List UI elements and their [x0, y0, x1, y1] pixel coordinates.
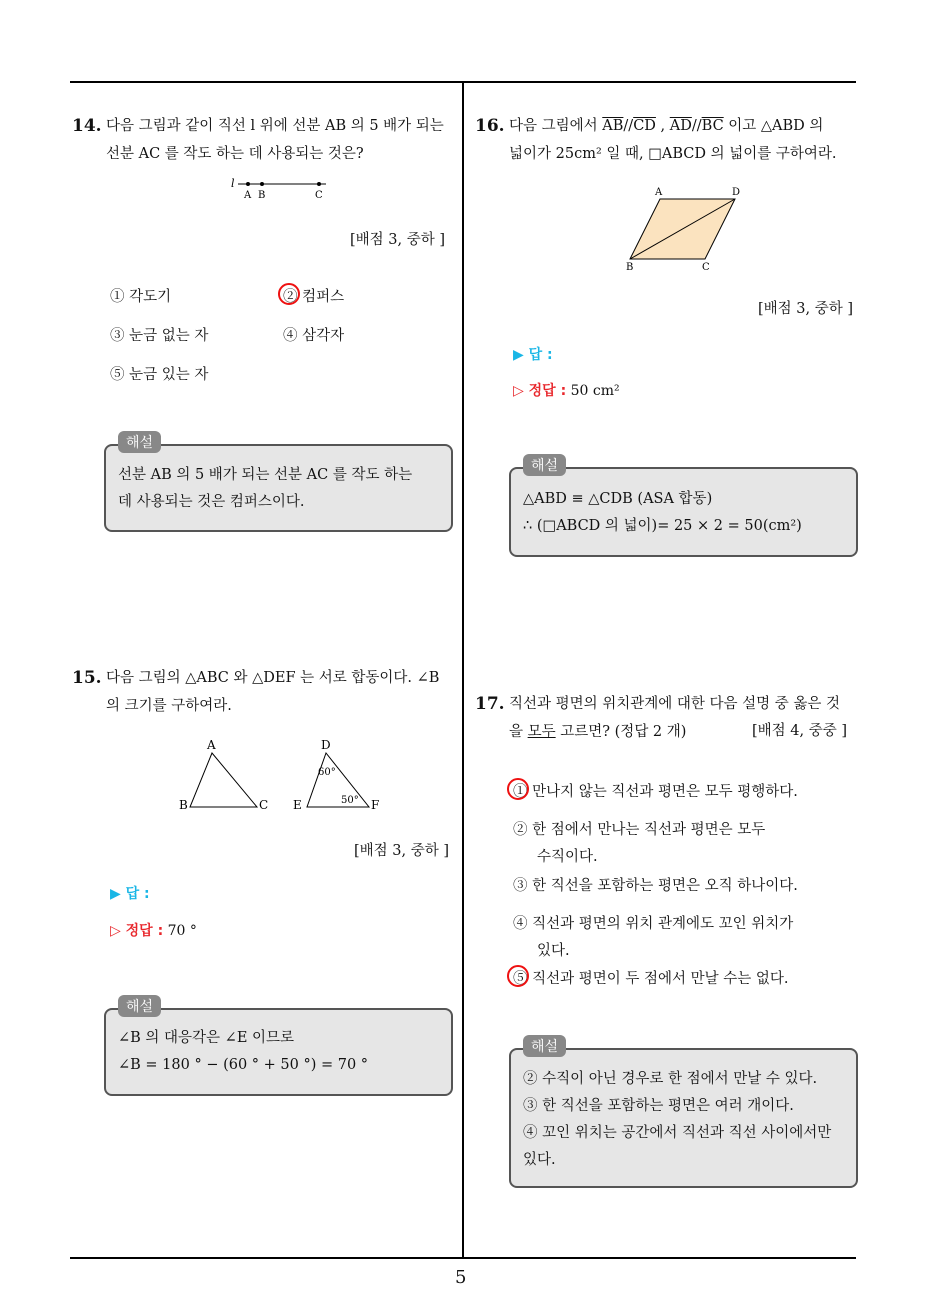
text-line1: 직선과 평면의 위치관계에 대한 다음 설명 중 옳은 것: [509, 696, 841, 712]
selected-mark: [278, 283, 300, 305]
explanation-tag: 해설: [118, 431, 161, 453]
explanation-line: ∠B = 180 ° − (60 ° + 50 °) = 70 °: [118, 1057, 369, 1073]
question-text: 다음 그림의 △ABC 와 △DEF 는 서로 합동이다. ∠B 의 크기를 구하여라.: [106, 670, 440, 714]
text-line2-post: 고르면? (정답 2 개): [560, 724, 687, 740]
q14-option-1[interactable]: ① 각도기: [110, 289, 172, 305]
explanation-tag: 해설: [523, 454, 566, 476]
explanation-tag: 해설: [118, 995, 161, 1017]
point-a: A: [244, 190, 252, 201]
angle-d-label: 60°: [318, 767, 336, 778]
segment-ab: $\overline{AB}$: [602, 118, 624, 134]
vertex-b: B: [626, 262, 634, 273]
q17-explanation-text: [523, 1066, 853, 1174]
q16-parallelogram-figure: [620, 184, 750, 274]
correct-value: 70 °: [167, 923, 197, 939]
q15-answer-label: ▶ 답 :: [110, 886, 150, 902]
q17-option-2[interactable]: ② 한 점에서 만나는 직선과 평면은 모두: [513, 822, 766, 838]
column-divider: [462, 83, 464, 1258]
explanation-line: ④ 꼬인 위치는 공간에서 직선과 직선 사이에서만: [523, 1125, 832, 1141]
vertex-e: E: [293, 798, 302, 812]
q14-option-5[interactable]: ⑤ 눈금 있는 자: [110, 367, 209, 383]
q16-explanation-text: [523, 486, 853, 540]
q14-option-4[interactable]: ④ 삼각자: [283, 328, 345, 344]
q14-explanation-text: [118, 462, 448, 516]
explanation-line: ∠B 의 대응각은 ∠E 이므로: [118, 1030, 295, 1046]
explanation-tag: 해설: [523, 1035, 566, 1057]
text-line2-underlined: 모두: [527, 724, 556, 740]
q14-points: [배점 3, 중하 ]: [350, 232, 446, 248]
q17-option-4[interactable]: ④ 직선과 평면의 위치 관계에도 꼬인 위치가: [513, 916, 794, 932]
question-text: 다음 그림에서 $\overline{AB}//\overline{CD}$ , $\overline{AD}//\overline{BC}$ 이고 △ABD 의 넓이가 25cm² 일 때, □ABCD 의 넓이를 구하여라.: [509, 118, 837, 162]
explanation-line: ∴ (□ABCD 의 넓이)= 25 × 2 = 50(cm²): [523, 518, 802, 534]
q17-option-1[interactable]: ① 만나지 않는 직선과 평면은 모두 평행하다.: [513, 784, 798, 800]
question-number: 14.: [72, 116, 102, 136]
line-label: l: [231, 177, 235, 190]
q17-option-5[interactable]: ⑤ 직선과 평면이 두 점에서 만날 수는 없다.: [513, 971, 789, 987]
q15-explanation-text: [118, 1025, 448, 1079]
vertex-b: B: [179, 798, 188, 812]
question-number: 15.: [72, 668, 102, 688]
q17-option-3[interactable]: ③ 한 직선을 포함하는 평면은 오직 하나이다.: [513, 878, 798, 894]
explanation-line: 있다.: [523, 1152, 556, 1168]
vertex-d: D: [321, 738, 331, 752]
q16-correct-answer: [513, 380, 620, 400]
q14-option-2[interactable]: ② 컴퍼스: [283, 289, 345, 305]
question-number: 16.: [475, 116, 505, 136]
correct-value: 50 cm²: [570, 383, 620, 399]
selected-mark: [507, 778, 529, 800]
q15-correct-answer: [110, 920, 197, 940]
segment-ad: $\overline{AD}$: [669, 118, 692, 134]
q17-points: [배점 4, 중중 ]: [752, 723, 848, 739]
text-pre: 다음 그림에서: [509, 118, 598, 134]
explanation-line: 선분 AB 의 5 배가 되는 선분 AC 를 작도 하는: [118, 467, 413, 483]
bottom-rule: [70, 1257, 856, 1259]
question-number: 17.: [475, 694, 505, 714]
explanation-line: ③ 한 직선을 포함하는 평면은 여러 개이다.: [523, 1098, 794, 1114]
vertex-a: A: [207, 738, 216, 752]
vertex-f: F: [371, 798, 380, 812]
q17-option-4-cont: 있다.: [537, 943, 570, 959]
vertex-a: A: [655, 187, 663, 198]
text-line2: 넓이가 25cm² 일 때, □ABCD 의 넓이를 구하여라.: [509, 146, 837, 162]
q15-points: [배점 3, 중하 ]: [354, 843, 450, 859]
correct-label: ▷ 정답 :: [513, 383, 567, 399]
vertex-c: C: [259, 798, 269, 812]
correct-label: ▷ 정답 :: [110, 923, 164, 939]
question-text: 다음 그림과 같이 직선 l 위에 선분 AB 의 5 배가 되는 선분 AC 를 작도 하는 데 사용되는 것은?: [106, 118, 444, 162]
segment-cd: $\overline{CD}$: [633, 118, 656, 134]
text-line2-pre: 을: [509, 724, 524, 740]
point-c: C: [315, 190, 323, 201]
explanation-line: 데 사용되는 것은 컴퍼스이다.: [118, 494, 305, 510]
vertex-c: C: [702, 262, 710, 273]
q16-points: [배점 3, 중하 ]: [758, 301, 854, 317]
q17-option-2-cont: 수직이다.: [537, 849, 598, 865]
text-mid: 이고 △ABD 의: [728, 118, 824, 134]
q14-option-3[interactable]: ③ 눈금 없는 자: [110, 328, 209, 344]
explanation-line: △ABD ≡ △CDB (ASA 합동): [523, 491, 713, 507]
q16-answer-label: ▶ 답 :: [513, 347, 553, 363]
vertex-d: D: [732, 187, 741, 198]
page-number: 5: [455, 1267, 467, 1288]
q15-triangle-figure: [175, 735, 390, 817]
angle-f-label: 50°: [341, 795, 359, 806]
selected-mark: [507, 965, 529, 987]
segment-bc: $\overline{BC}$: [701, 118, 724, 134]
explanation-line: ② 수직이 아닌 경우로 한 점에서 만날 수 있다.: [523, 1071, 818, 1087]
point-b: B: [258, 190, 266, 201]
q14-line-figure: [228, 174, 333, 204]
